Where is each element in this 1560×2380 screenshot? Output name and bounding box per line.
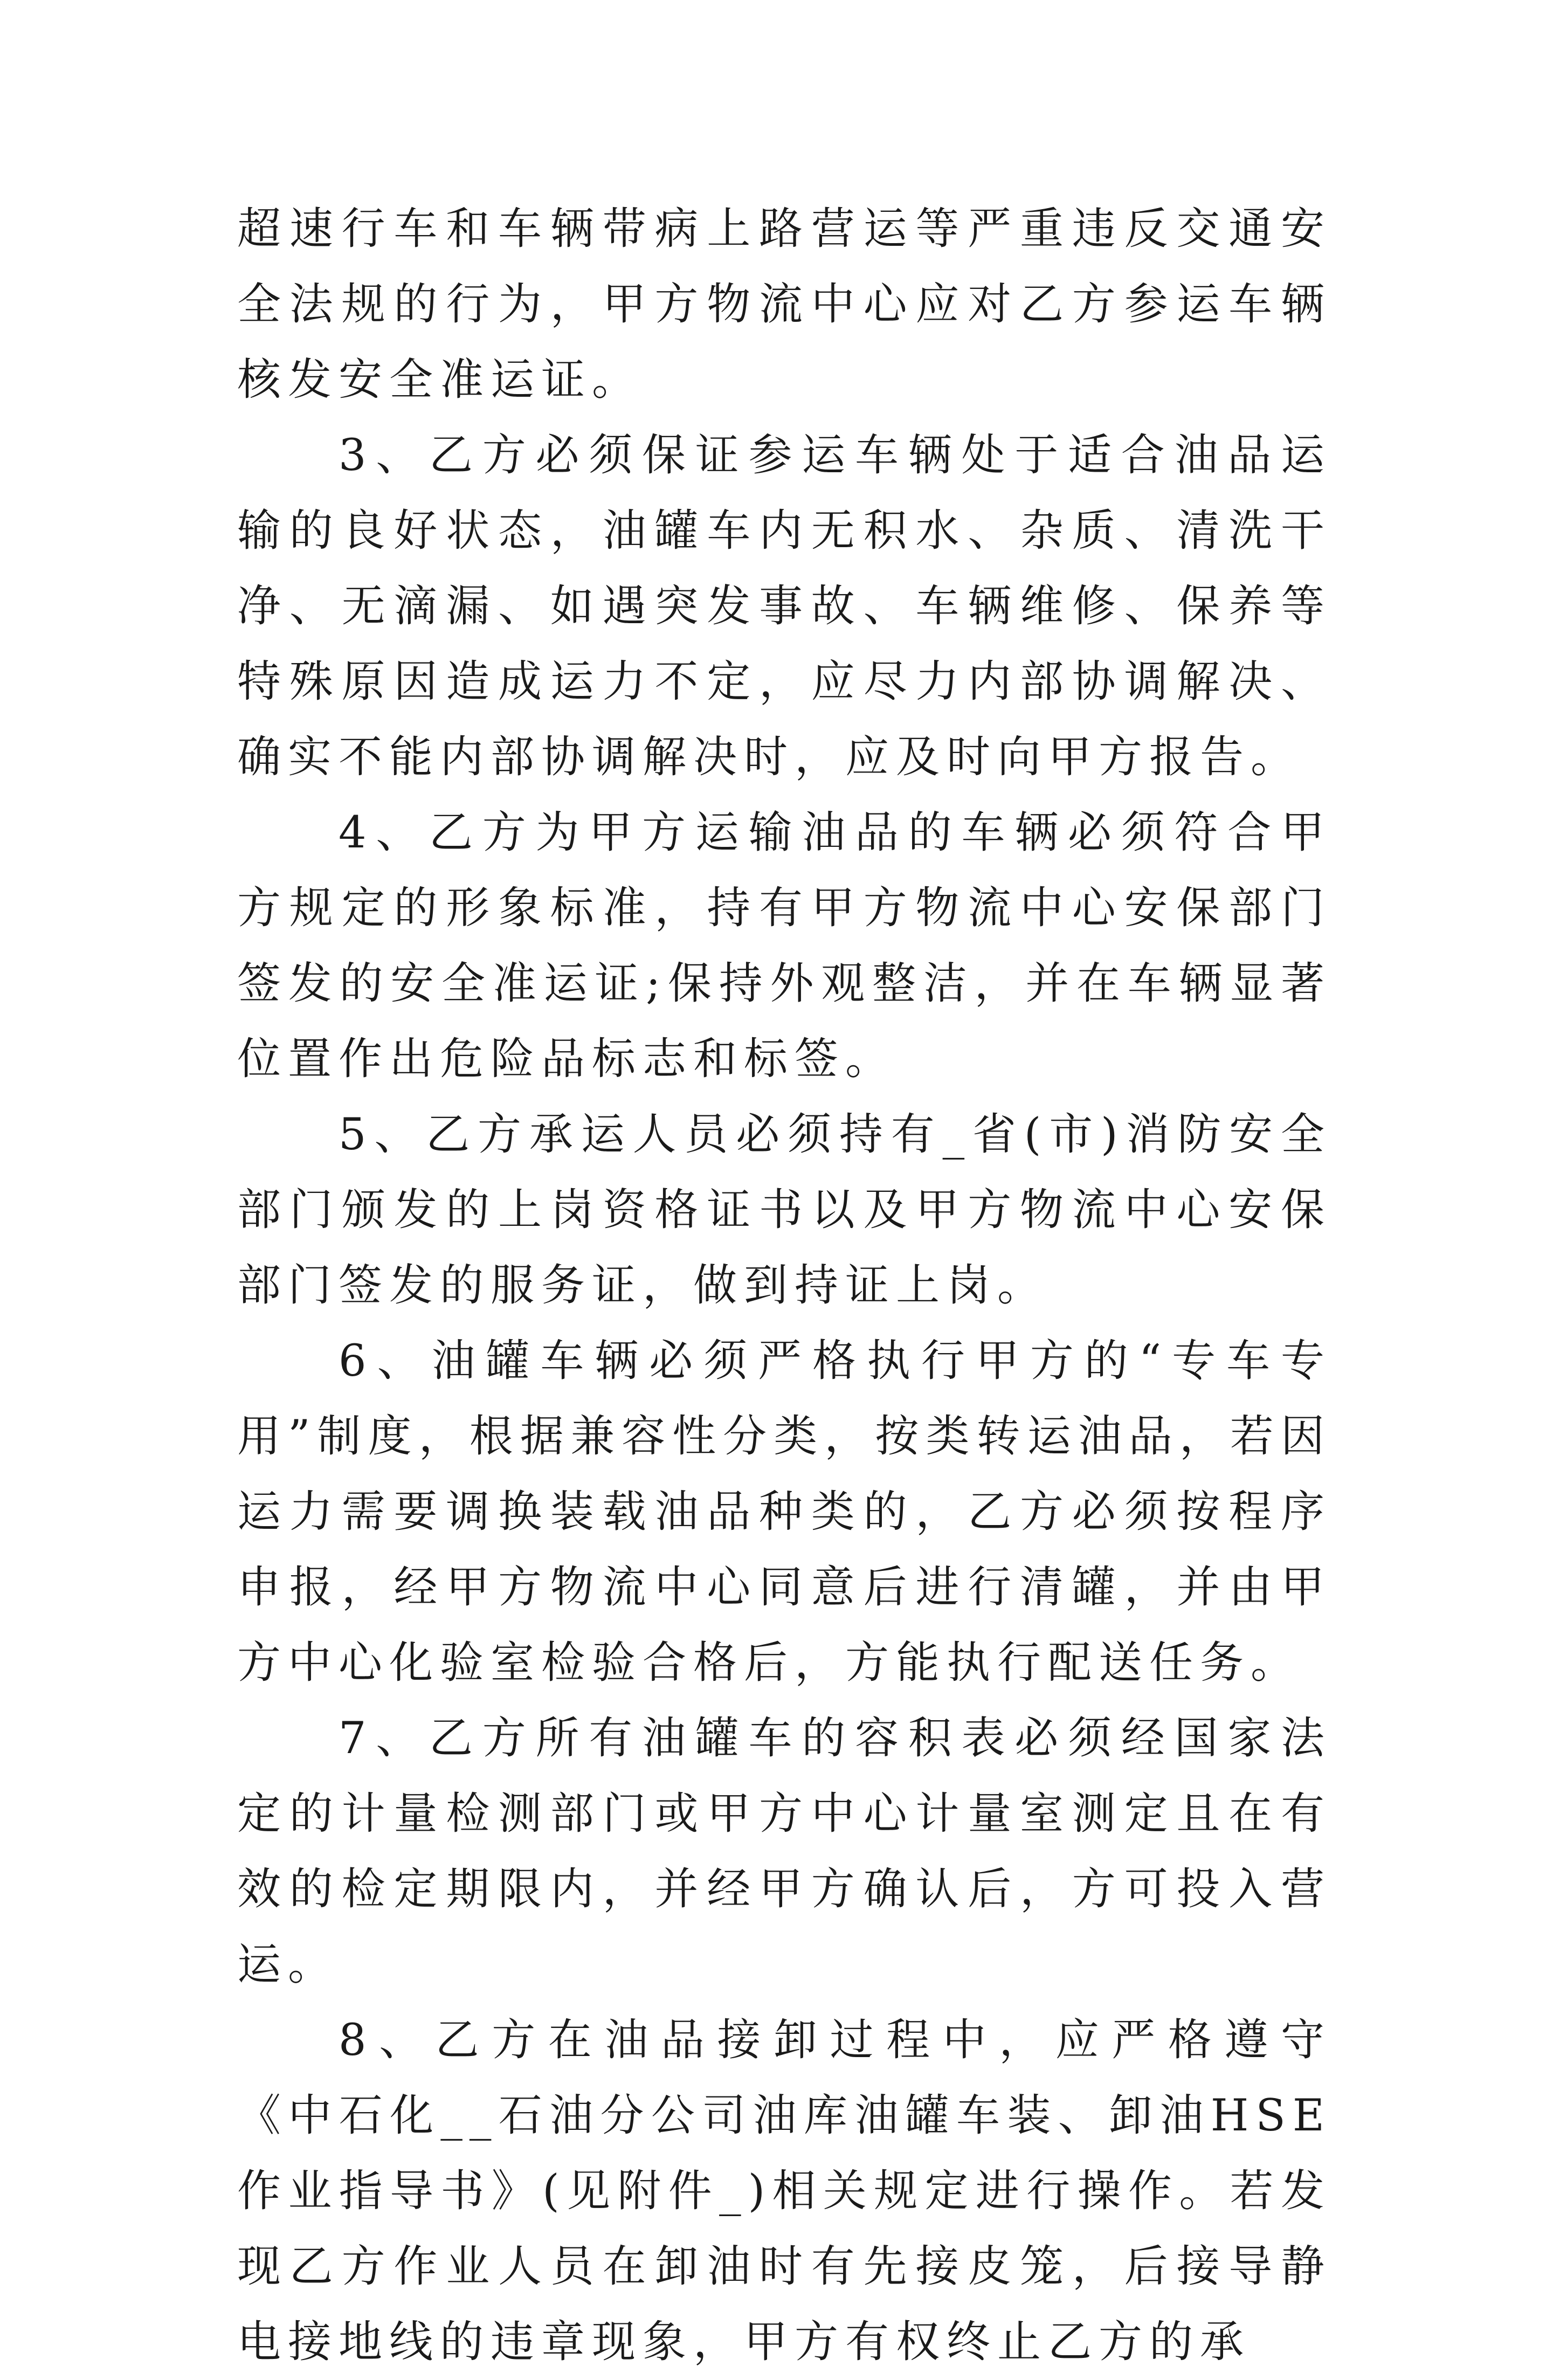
paragraph-clause-5: 5、乙方承运人员必须持有_省(市)消防安全部门颁发的上岗资格证书以及甲方物流中心安保部门签发的服务证，做到持证上岗。 — [237, 1109, 1331, 1311]
paragraph-clause-4: 4、乙方为甲方运输油品的车辆必须符合甲方规定的形象标准，持有甲方物流中心安保部门签发的安全准运证;保持外观整洁，并在车辆显著位置作出危险品标志和标签。 — [237, 808, 1331, 1085]
document-body — [237, 191, 1331, 2380]
paragraph-continuation: 超速行车和车辆带病上路营运等严重违反交通安全法规的行为，甲方物流中心应对乙方参运车辆核发安全准运证。 — [237, 204, 1331, 405]
paragraph-clause-7: 7、乙方所有油罐车的容积表必须经国家法定的计量检测部门或甲方中心计量室测定且在有效的检定期限内，并经甲方确认后，方可投入营运。 — [237, 1713, 1331, 1990]
paragraph-clause-6: 6、油罐车辆必须严格执行甲方的“专车专用”制度，根据兼容性分类，按类转运油品，若因运力需要调换装载油品种类的，乙方必须按程序申报，经甲方物流中心同意后进行清罐，并由甲方中心化验室检验合格后，方能执行配送任务。 — [237, 1336, 1331, 1688]
paragraph-clause-3: 3、乙方必须保证参运车辆处于适合油品运输的良好状态，油罐车内无积水、杂质、清洗干净、无滴漏、如遇突发事故、车辆维修、保养等特殊原因造成运力不定，应尽力内部协调解决、确实不能内部协调解决时，应及时向甲方报告。 — [237, 430, 1331, 783]
paragraph-clause-8: 8、乙方在油品接卸过程中，应严格遵守《中石化__石油分公司油库油罐车装、卸油HSE作业指导书》(见附件_)相关规定进行操作。若发现乙方作业人员在卸油时有先接皮笼，后接导静电接地线的违章现象，甲方有权终止乙方的承 — [237, 2015, 1331, 2368]
